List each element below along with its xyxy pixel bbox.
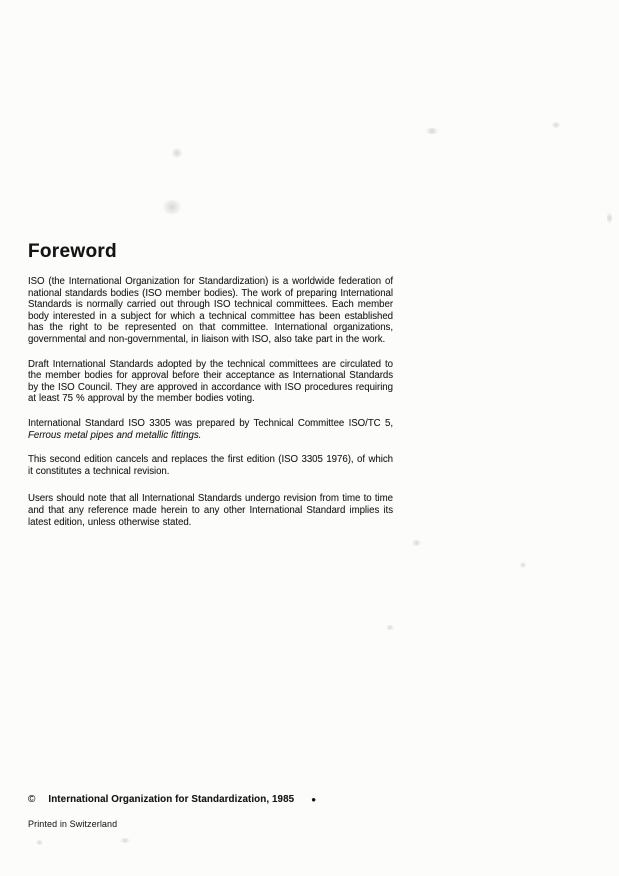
copyright-icon: © [28,794,36,805]
copyright-text: International Organization for Standardization, 1985 [48,794,295,805]
bullet-icon: ● [311,795,317,804]
committee-title: Ferrous metal pipes and metallic fittings. [28,429,202,441]
paragraph-second-edition: This second edition cancels and replaces the first edition (ISO 3305 1976), of which it constitutes a technical revision. [28,454,393,477]
section-heading: Foreword [28,241,117,262]
printed-note: Printed in Switzerland [28,819,118,829]
paragraph-revision-note: Users should note that all International Standards undergo revision from time to time and that any reference made herein to any other International Standard implies its latest edition, unless otherwise stated. [28,493,393,528]
scan-speck [552,122,560,128]
paragraph-iso-federation: ISO (the International Organization for Standardization) is a worldwide federation of national standards bodies (ISO member bodies). The work of preparing International Standards is normally carried out through ISO technical committees. Each member body interested in a subject for which a technical committee has been established has the right to be represented on that committee. International organizations, governmental and non-governmental, in liaison with ISO, also take part in the work. [28,276,393,345]
scan-speck [120,838,130,843]
scan-speck [607,212,612,224]
foreword-section [28,241,393,541]
prepared-lead-text: International Standard ISO 3305 was prepared by Technical Committee ISO/TC 5, [28,417,393,429]
scan-speck [163,200,181,214]
scan-speck [425,128,439,134]
scan-speck [36,840,43,845]
scan-speck [172,148,182,158]
scan-speck [520,562,526,568]
scan-speck [386,625,394,630]
scan-speck [412,540,421,546]
paragraph-standard-prepared [28,418,393,441]
copyright-line [28,794,316,805]
paragraph-draft-standards: Draft International Standards adopted by the technical committees are circulated to the member bodies for approval before their acceptance as International Standards by the ISO Council. They are approved in accordance with ISO procedures requiring at least 75 % approval by the member bodies voting. [28,358,393,405]
